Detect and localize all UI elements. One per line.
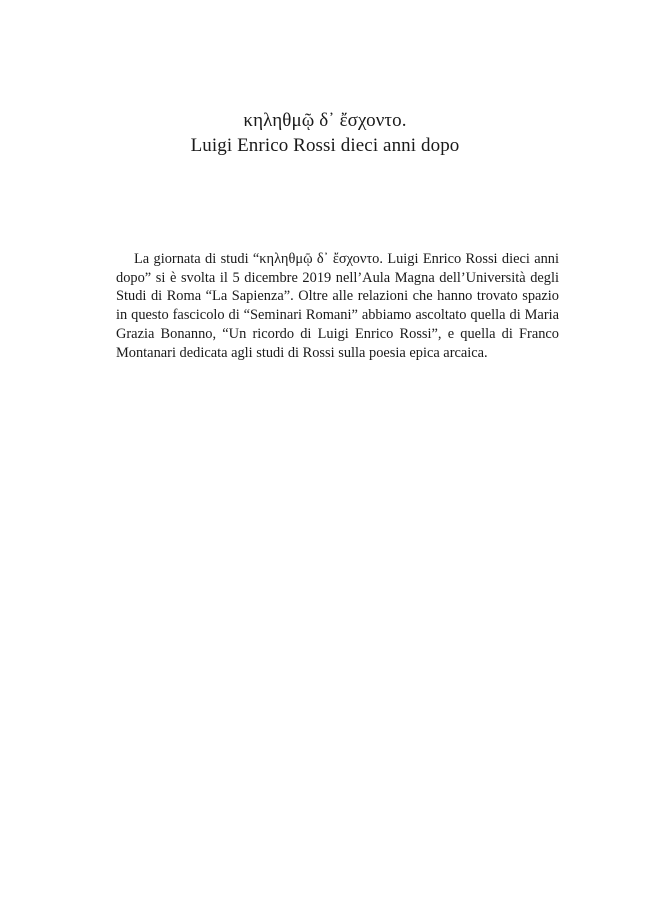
body-paragraph: La giornata di studi “κηληθμῷ δ᾽ ἔσχοντο. Luigi Enrico Rossi dieci anni dopo” si è svolta il 5 dicembre 2019 nell’Aula Magna dell’Università degli Studi di Roma “La Sapienza”. Oltre alle relazioni che hanno trovato spazio in questo fascicolo di “Seminari Romani” abbiamo ascoltato quella di Maria Grazia Bonanno, “Un ricordo di Luigi Enrico Rossi”, e quella di Franco Montanari dedicata agli studi di Rossi sulla poesia epica arcaica. xyxy=(116,251,559,361)
title-greek-line: κηληθμῷ δ᾽ ἔσχοντο. xyxy=(243,110,407,131)
title-subtitle-line: Luigi Enrico Rossi dieci anni dopo xyxy=(190,135,460,156)
page-title xyxy=(0,108,650,158)
